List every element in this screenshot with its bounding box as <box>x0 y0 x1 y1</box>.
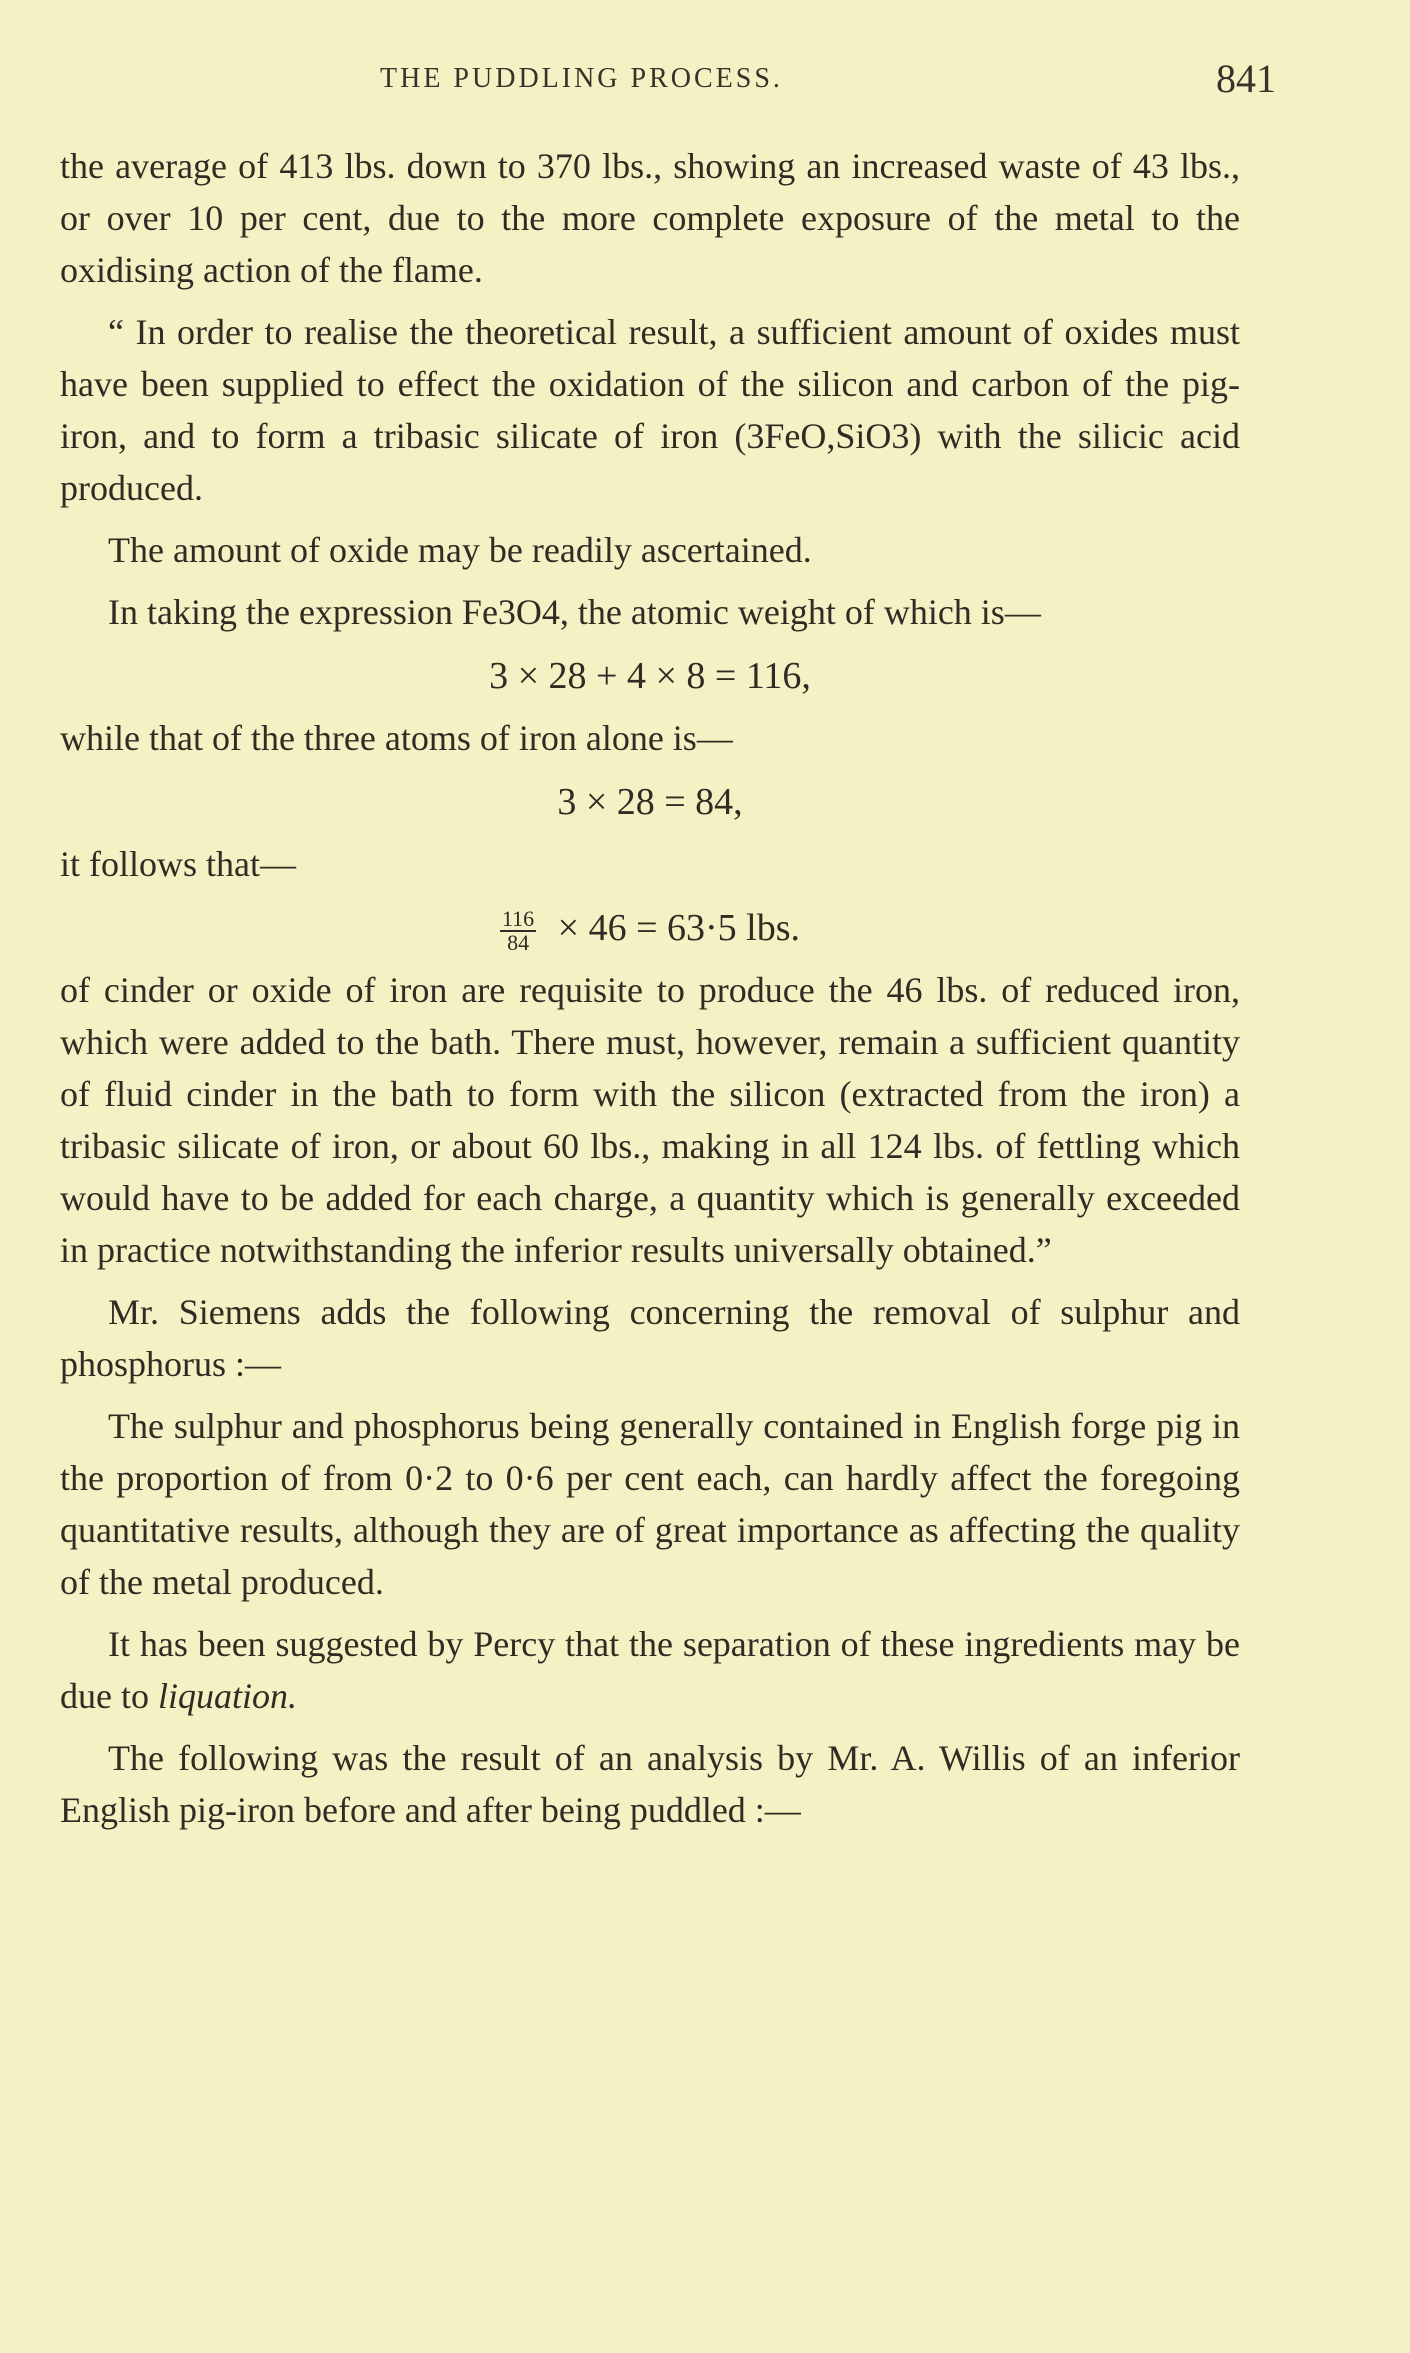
equation-2-text: 3 × 28 = 84, <box>557 781 743 823</box>
paragraph-7: of cinder or oxide of iron are requisite to produce the 46 lbs. of reduced iron, which were added to the bath. There must, however, remain a sufficient quantity of fluid cinder in the bath to form with the silicon (extracted from the iron) a tribasic silicate of iron, or about 60 lbs., making in all 124 lbs. of fettling which would have to be added for each charge, a quantity which is generally exceeded in practice notwithstanding the inferior results universally obtained.” <box>60 970 1240 1270</box>
paragraph-10 <box>60 1618 1240 1722</box>
paragraph-9: The sulphur and phosphorus being generally contained in English forge pig in the proportion of from 0·2 to 0·6 per cent each, can hardly affect the foregoing quantitative results, although they are of great importance as affecting the quality of the metal produced. <box>60 1406 1240 1602</box>
equation-1-text: 3 × 28 + 4 × 8 = 116, <box>489 655 811 697</box>
paragraph-8: Mr. Siemens adds the following concerning the removal of sulphur and phosphorus :— <box>60 1292 1240 1384</box>
paragraph-2: “ In order to realise the theoretical result, a sufficient amount of oxides must have been supplied to effect the oxidation of the silicon and carbon of the pig-iron, and to form a tribasic silicate of iron (3FeO,SiO3) with the silicic acid produced. <box>60 312 1240 508</box>
paragraph-10-text: It has been suggested by Percy that the separation of these ingredients may be due to <box>60 1624 1240 1716</box>
paragraph-11: The following was the result of an analysis by Mr. A. Willis of an inferior English pig-iron before and after being puddled :— <box>60 1738 1240 1830</box>
page-number: 841 <box>1216 56 1276 101</box>
equation-3-text: × 46 = 63·5 lbs. <box>557 907 801 949</box>
equation-3 <box>60 900 1240 956</box>
paragraph-3: The amount of oxide may be readily ascertained. <box>108 530 812 570</box>
fraction <box>500 908 536 954</box>
body-text <box>60 140 1240 1846</box>
equation-1 <box>60 648 1240 704</box>
fraction-denominator: 84 <box>507 930 530 956</box>
paragraph-5: while that of the three atoms of iron alone is— <box>60 718 733 758</box>
paragraph-6: it follows that— <box>60 844 296 884</box>
running-title: THE PUDDLING PROCESS. <box>380 63 783 94</box>
equation-2 <box>60 774 1240 830</box>
fraction-numerator: 116 <box>501 906 535 932</box>
paragraph-4: In taking the expression Fe3O4, the atomic weight of which is— <box>108 592 1041 632</box>
paragraph-10-italic: liquation. <box>157 1676 297 1716</box>
page-header <box>0 55 1410 105</box>
paragraph-1: the average of 413 lbs. down to 370 lbs., showing an increased waste of 43 lbs., or over 10 per cent, due to the more complete exposure of the metal to the oxidising action of the flame. <box>60 146 1240 290</box>
